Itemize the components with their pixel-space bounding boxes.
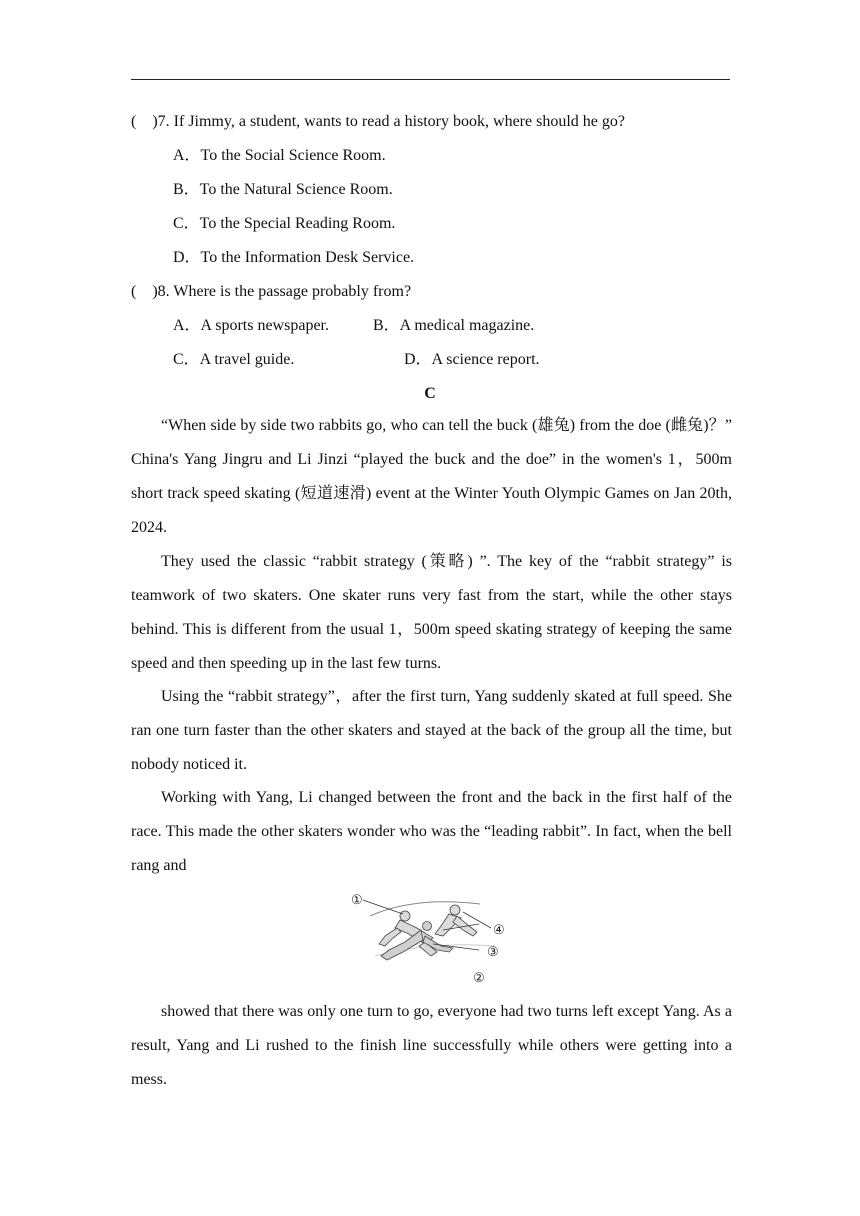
passage-paragraph-4: Working with Yang, Li changed between the front and the back in the first half of the race. This made the other skaters wonder who was the “leading rabbit”. In fact, when the bell rang and (131, 789, 732, 874)
question-7-option-d: D．To the Information Desk Service. (173, 249, 415, 266)
question-7-option-a: A．To the Social Science Room. (173, 147, 386, 164)
figure-label-1: ① (351, 892, 363, 907)
question-7-option-c: C．To the Special Reading Room. (173, 215, 396, 232)
question-8-stem: ( )8. Where is the passage probably from? (131, 283, 412, 300)
passage-paragraph-2: They used the classic “rabbit strategy (策略) ”. The key of the “rabbit strategy” is teamwork of two skaters. One skater runs very fast from the start, while the other stays behind. This is different from the usual 1，500m speed skating strategy of keeping the same speed and then speeding up in the last few turns. (131, 553, 732, 672)
figure-label-2: ② (473, 970, 485, 985)
skaters-illustration (345, 886, 515, 986)
passage-paragraph-1: “When side by side two rabbits go, who can tell the buck (雄兔) from the doe (雌兔)？” China's Yang Jingru and Li Jinzi “played the buck and the doe” in the women's 1，500m short track speed skating (短道速滑) event at the Winter Youth Olympic Games on Jan 20th, 2024. (131, 417, 732, 536)
question-7-stem: ( )7. If Jimmy, a student, wants to read a history book, where should he go? (131, 113, 625, 130)
passage-paragraph-5: showed that there was only one turn to go, everyone had two turns left except Yang. As a result, Yang and Li rushed to the finish line successfully while others were getting into a mess. (131, 1003, 732, 1088)
question-8-option-a: A．A sports newspaper. (173, 317, 329, 334)
header-rule (131, 79, 730, 80)
question-8-option-c: C．A travel guide. (173, 351, 295, 368)
figure-label-3: ③ (487, 944, 499, 959)
question-8-option-b: B．A medical magazine. (373, 317, 535, 334)
passage-paragraph-3: Using the “rabbit strategy”，after the first turn, Yang suddenly skated at full speed. She ran one turn faster than the other skaters and stayed at the back of the group all the time, but nobody noticed it. (131, 688, 732, 773)
figure-label-4: ④ (493, 922, 505, 937)
question-8-option-d: D．A science report. (404, 351, 540, 368)
question-7-option-b: B．To the Natural Science Room. (173, 181, 393, 198)
section-heading: C (424, 385, 436, 402)
